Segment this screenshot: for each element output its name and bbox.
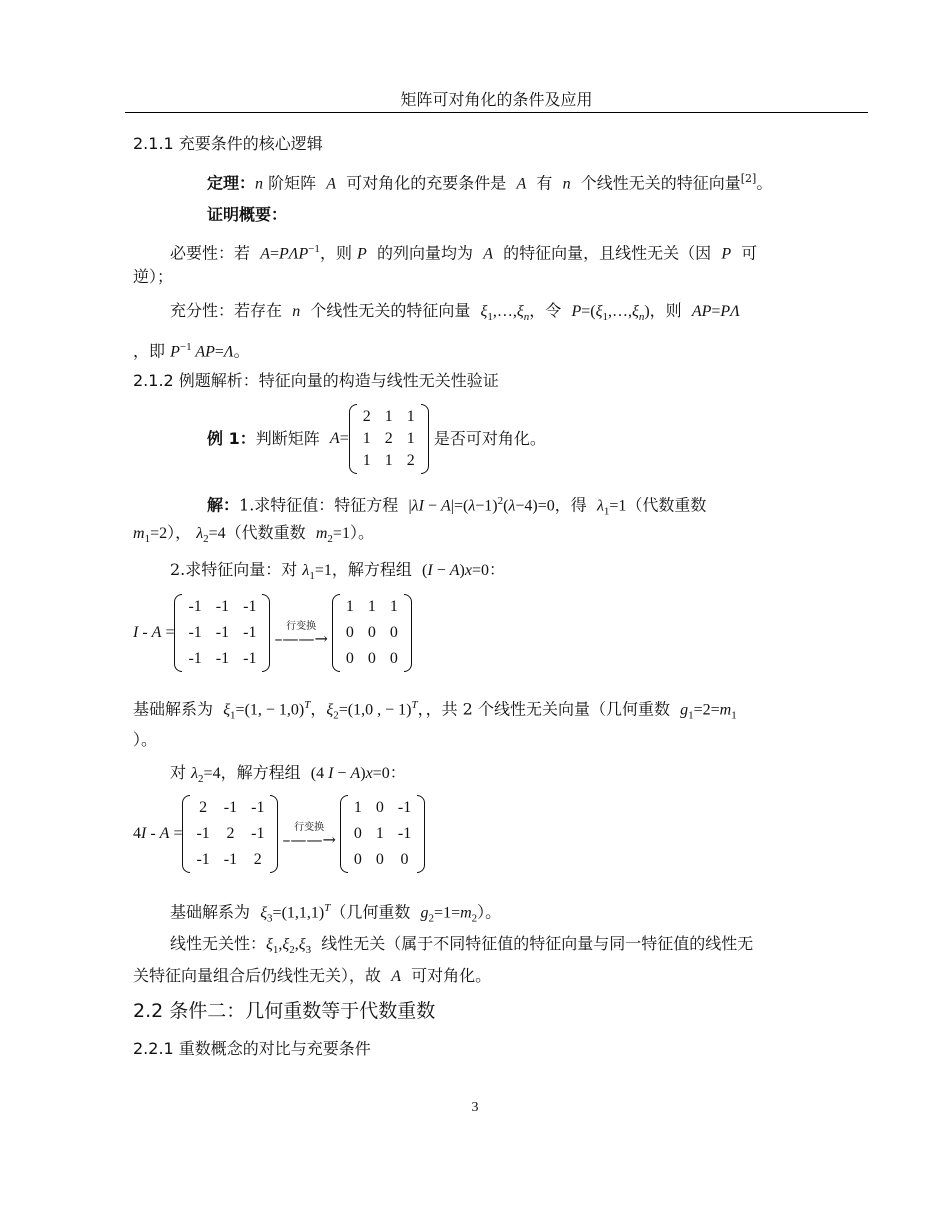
solution-step3: 对 $\lambda_2=4$，解方程组 (4 I − A)x=0：: [170, 763, 406, 786]
basis-2: 基础解系为 $\xi_3=(1,1,1)^T$（几何重数 $g_2=1=m_2$）。: [170, 902, 502, 925]
matrix-cell: 0: [367, 624, 376, 641]
matrix-cell: -1: [223, 799, 238, 816]
row-reduction-2: 4 I - A = 2 -1 -1 -1 2 -1 -1 -1 2 行变换 –——→ 1 0 -1 0 1 -1 0 0 0: [133, 795, 425, 873]
section-heading-2-1-1: 2.1.1 充要条件的核心逻辑: [133, 134, 323, 153]
matrix-i-minus-a: [174, 594, 270, 672]
theorem-line: 定理：n 阶矩阵 A 可对角化的充要条件是 A 有 n 个线性无关的特征向量[2]。: [207, 172, 773, 193]
linear-independence-line2: 关特征向量组合后仍线性无关），故 A 可对角化。: [133, 966, 492, 985]
sufficiency-line: 充分性：若存在 n 个线性无关的特征向量 $\xi_1,\dots,\xi_n$，令 $P=(\xi_1,\dots,\xi_n)$，则 AP=PΛ: [170, 301, 740, 324]
section-heading-2-2-1: 2.2.1 重数概念的对比与充要条件: [133, 1039, 371, 1058]
sufficiency-line-2: ，即 $P^{-1}$ AP=Λ。: [133, 341, 250, 361]
matrix-cell: -1: [188, 598, 202, 615]
section-heading-2-1-2: 2.1.2 例题解析：特征向量的构造与线性无关性验证: [133, 371, 499, 390]
matrix-cell: 1: [345, 598, 354, 615]
matrix-a: [349, 404, 429, 474]
matrix-cell: -1: [251, 825, 265, 842]
matrix-cell: 1: [384, 452, 393, 469]
matrix-cell: 0: [375, 799, 384, 816]
example-line: 例 1： 判断矩阵 A = 2 1 1 1 2 1 1 1 2 是否可对角化。: [207, 404, 546, 474]
matrix-cell: 1: [362, 430, 371, 447]
matrix-cell: 1: [406, 408, 415, 425]
matrix-cell: 0: [367, 650, 376, 667]
matrix-cell: 1: [353, 799, 362, 816]
matrix-cell: 0: [353, 851, 362, 868]
matrix-cell: -1: [251, 799, 265, 816]
matrix-cell: -1: [223, 851, 238, 868]
matrix-cell: 0: [400, 851, 409, 868]
basis-1: 基础解系为 $\xi_1=(1$, − 1,0)$^T$，$\xi_2=(1,0$ , − 1)$^T$，，共 2 个线性无关向量（几何重数 $g_1=2=m_1$: [133, 699, 737, 722]
matrix-cell: 1: [367, 598, 376, 615]
proof-label: 证明概要：: [207, 205, 288, 224]
matrix-cell: 0: [345, 624, 354, 641]
running-header: 矩阵可对角化的条件及应用: [125, 90, 868, 113]
row-operation-arrow-2: 行变换 –——→: [282, 821, 336, 849]
matrix-cell: 1: [384, 408, 393, 425]
row-reduction-1: I - A = -1 -1 -1 -1 -1 -1 -1 -1 -1 行变换 –——→ 1 1 1 0 0 0 0 0 0: [133, 594, 412, 672]
page-number: 3: [471, 1100, 479, 1115]
matrix-cell: 0: [389, 624, 398, 641]
basis-1-line2: ）。: [133, 730, 158, 749]
matrix-4i-minus-a-reduced: [340, 795, 425, 873]
theorem-label: 定理：: [207, 173, 256, 193]
matrix-4i-minus-a: [182, 795, 278, 873]
matrix-cell: -1: [215, 650, 230, 667]
citation: [2]: [740, 172, 757, 185]
row-operation-arrow: 行变换 –——→: [274, 620, 328, 648]
matrix-cell: 2: [253, 851, 262, 868]
necessity-line: 必要性：若 $A=P\Lambda P^{-1}$，则 P 的列向量均为 A 的特征向量，且线性无关（因 P 可: [170, 243, 758, 263]
matrix-cell: 1: [406, 430, 415, 447]
matrix-cell: 1: [389, 598, 398, 615]
matrix-cell: -1: [215, 624, 230, 641]
matrix-i-minus-a-reduced: [332, 594, 412, 672]
matrix-cell: 0: [353, 825, 362, 842]
matrix-cell: 2: [406, 452, 415, 469]
matrix-cell: 2: [362, 408, 371, 425]
matrix-cell: 0: [375, 851, 384, 868]
matrix-cell: -1: [243, 624, 257, 641]
matrix-cell: -1: [196, 825, 210, 842]
section-heading-2-2: 2.2 条件二：几何重数等于代数重数: [133, 1000, 436, 1022]
matrix-cell: -1: [397, 825, 412, 842]
matrix-cell: 2: [226, 825, 235, 842]
matrix-cell: 0: [345, 650, 354, 667]
matrix-cell: -1: [188, 624, 202, 641]
matrix-cell: 0: [389, 650, 398, 667]
matrix-cell: -1: [243, 598, 257, 615]
matrix-cell: 1: [362, 452, 371, 469]
matrix-cell: 1: [375, 825, 384, 842]
matrix-cell: -1: [243, 650, 257, 667]
necessity-line-2: 逆）；: [133, 267, 174, 286]
solution-label: 解：: [207, 495, 240, 515]
matrix-cell: -1: [196, 851, 210, 868]
matrix-cell: -1: [188, 650, 202, 667]
matrix-cell: -1: [215, 598, 230, 615]
matrix-cell: 2: [199, 799, 208, 816]
matrix-cell: 2: [384, 430, 393, 447]
solution-step2: 2.求特征向量：对 $\lambda_1=1$，解方程组 (I − A)x=0：: [170, 560, 505, 583]
matrix-cell: -1: [397, 799, 412, 816]
solution-step1-line2: $m_1=2$）， $\lambda_2=4$（代数重数 $m_2=1$）。: [133, 523, 374, 546]
linear-independence-line: 线性无关性：$\xi_1,\xi_2,\xi_3$ 线性无关（属于不同特征值的特征向量与同一特征值的线性无: [170, 934, 754, 957]
solution-step1: 解：1.求特征值：特征方程 $|\lambda I - A|=(\lambda-1)^2(\lambda-4)=0$，得 $\lambda_1=1$（代数重数: [207, 495, 707, 518]
example-label: 例 1：: [207, 429, 256, 448]
